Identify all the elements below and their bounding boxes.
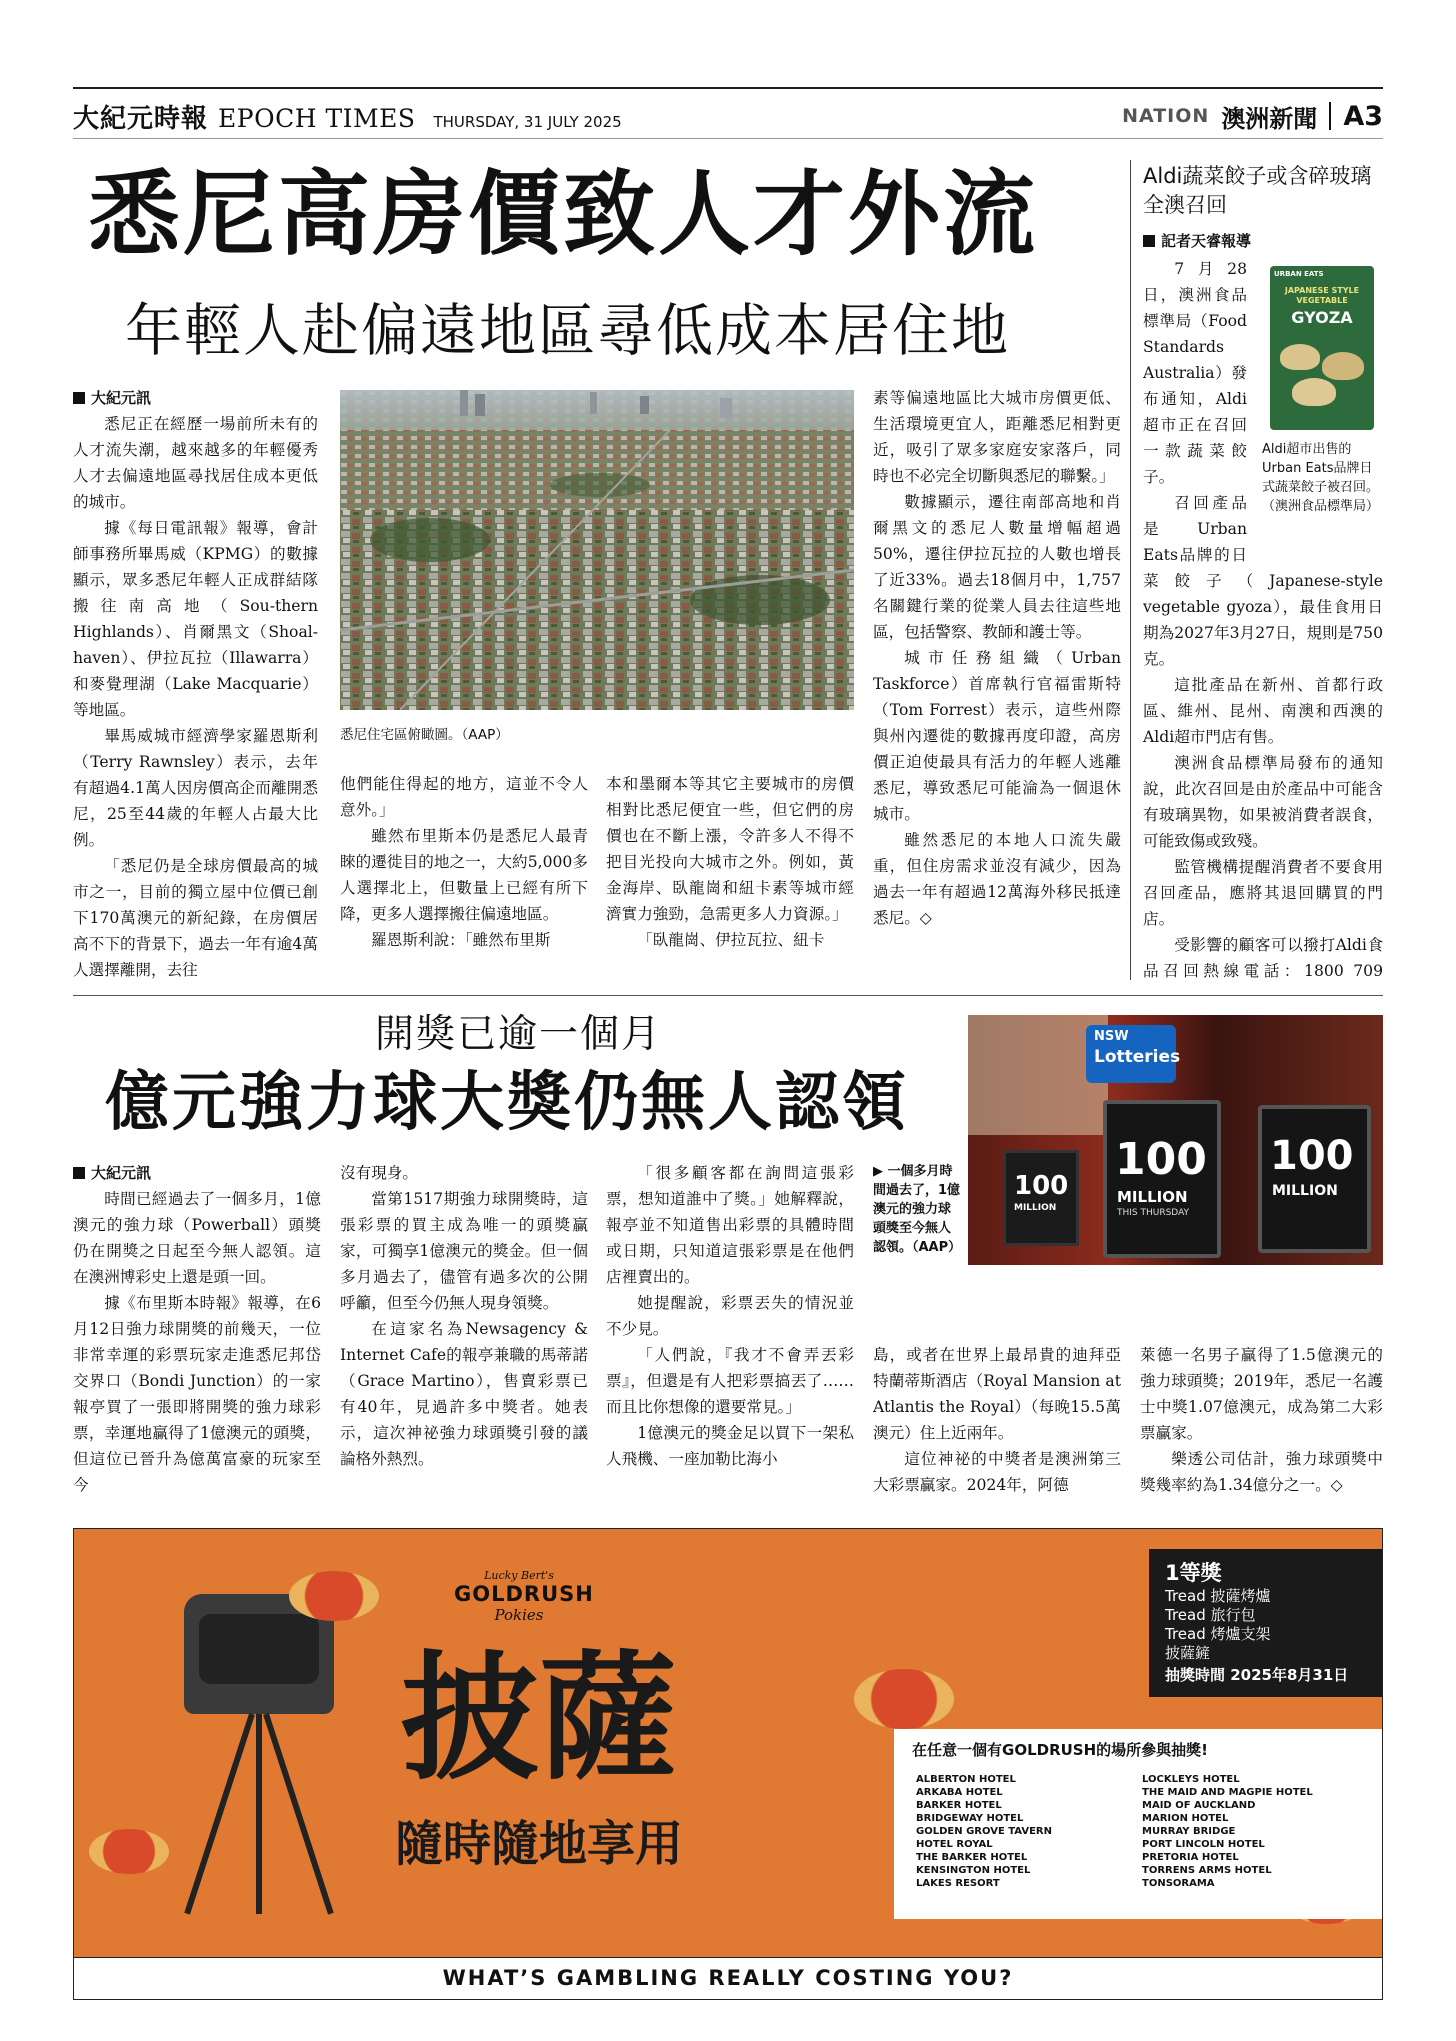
sidebar-byline: [1143, 228, 1383, 254]
venues-list-right: [1142, 1773, 1372, 1890]
logo-sub: Pokies: [494, 1606, 544, 1624]
venue-item: BRIDGEWAY HOTEL: [916, 1813, 1024, 1824]
venue-item: PRETORIA HOTEL: [1142, 1852, 1239, 1863]
masthead-top-rule: [73, 87, 1383, 89]
tripod-leg-right: [263, 1713, 334, 1915]
venue-item: TONSORAMA: [1142, 1878, 1215, 1889]
paragraph: 她提醒說，彩票丟失的情況並不少見。: [606, 1294, 854, 1338]
ad-tagline: WHAT’S GAMBLING REALLY COSTING YOU?: [442, 1966, 1014, 1990]
section-divider: [1329, 102, 1331, 130]
paragraph: 雖然悉尼的本地人口流失嚴重，但住房需求並沒有減少，因為過去一年有超過12萬海外移民抵達悉尼。◇: [873, 831, 1121, 927]
story1-byline: [73, 385, 318, 411]
paragraph: 數據顯示，遷往南部高地和肖爾黑文的悉尼人數量增幅超過50%，遷往伊拉瓦拉的人數也增長了近33%。過去18個月中，1,757名關鍵行業的從業人員去往這些地區，包括警察、教師和護士等。: [873, 493, 1121, 641]
venue-item: THE MAID AND MAGPIE HOTEL: [1142, 1787, 1313, 1798]
paragraph: 監管機構提醒消費者不要食用召回產品，應將其退回購買的門店。: [1143, 858, 1383, 928]
paragraph: 本和墨爾本等其它主要城市的房價相對比悉尼便宜一些，但它們的房價也在不斷上漲，令許多人不得不把目光投向大城市之外。例如，黃金海岸、臥龍崗和紐卡素等城市經濟實力強勁，急需更多人力資源。」: [606, 775, 854, 923]
draw-date: 抽獎時間 2025年8月31日: [1165, 1666, 1349, 1684]
pizza-icon: [89, 1829, 169, 1874]
masthead-bottom-rule: [73, 138, 1383, 139]
paragraph: 羅恩斯利說：「雖然布里斯: [371, 931, 551, 949]
story1-col3: [606, 771, 854, 981]
paragraph: 當第1517期強力球開獎時，這張彩票的買主成為唯一的頭獎贏家，可獨享1億澳元的獎金。但一個多月過去了，儘管有過多次的公開呼籲，但至今仍無人現身領獎。: [340, 1190, 588, 1312]
paragraph: 城市任務組織（Urban Taskforce）首席執行官福雷斯特（Tom Forrest）表示，這些州際與州內遷徙的數據再度印證，高房價正迫使最具有活力的年輕人逃離悉尼，導致悉尼可能淪為一個退休城市。: [873, 649, 1121, 823]
section-en: NATION: [1122, 105, 1210, 127]
lotteries-logo-line1: NSW: [1094, 1029, 1129, 1044]
paragraph: 「悉尼仍是全球房價最高的城市之一，目前的獨立屋中位價已創下170萬澳元的新紀錄，在房價居高不下的背景下，過去一年有逾4萬人選擇離開，去往: [73, 857, 318, 979]
prize-item: 披薩鏟: [1165, 1644, 1211, 1662]
venue-item: PORT LINCOLN HOTEL: [1142, 1839, 1265, 1850]
venue-item: ALBERTON HOTEL: [916, 1774, 1016, 1785]
package-label2: GYOZA: [1291, 308, 1353, 327]
jackpot-screen-left: [1003, 1150, 1079, 1246]
goldrush-logo: [454, 1569, 594, 1624]
screen-amount: 100: [1270, 1133, 1354, 1179]
paragraph: 「很多顧客都在詢問這張彩票，想知道誰中了獎。」她解釋說，報亭並不知道售出彩票的具體時間或日期，只知道這張彩票是在他們店裡賣出的。: [606, 1164, 854, 1286]
story2-col1: [73, 1160, 321, 1500]
venue-item: TORRENS ARMS HOTEL: [1142, 1865, 1272, 1876]
story2-col4: [873, 1342, 1121, 1502]
paragraph: 樂透公司估計，強力球頭獎中獎幾率約為1.34億分之一。◇: [1140, 1450, 1383, 1494]
sidebar-col-wide: [1143, 568, 1383, 983]
paragraph: 受影響的顧客可以撥打Aldi食品召回熱線電話：1800 709: [1143, 936, 1383, 980]
screen-this-thursday: THIS THURSDAY: [1117, 1208, 1190, 1218]
screen-million: MILLION: [1014, 1203, 1057, 1213]
section-header: [1122, 98, 1383, 134]
page-number: A3: [1343, 100, 1383, 132]
tripod-leg-center: [256, 1714, 262, 1914]
story2-col3: [606, 1160, 854, 1500]
paragraph: 召回產品是Urban Eats品牌的日: [1143, 494, 1247, 564]
venue-item: THE BARKER HOTEL: [916, 1852, 1028, 1863]
lotteries-sign: [1086, 1025, 1181, 1083]
venue-item: ARKABA HOTEL: [916, 1787, 1003, 1798]
story1-subhead: 年輕人赴偏遠地區尋低成本居住地: [125, 298, 1010, 364]
screen-amount: 100: [1115, 1134, 1207, 1185]
byline-square: [73, 1167, 85, 1179]
pizza-icon: [854, 1669, 954, 1729]
byline-square: [1143, 235, 1155, 247]
prize-item: Tread 披薩烤爐: [1165, 1587, 1271, 1605]
lotteries-logo-line2: Lotteries: [1094, 1047, 1181, 1067]
logo-top: Lucky Bert's: [484, 1569, 554, 1582]
byline-text: 記者天睿報導: [1161, 232, 1252, 250]
paragraph: 7月28日，澳洲食品標準局（Food Standards Australia）發布通知，Aldi超市正在召回一款蔬菜餃子。: [1143, 260, 1247, 486]
story1-col4: [873, 385, 1121, 980]
ad-subtitle: 隨時隨地享用: [394, 1816, 683, 1872]
jackpot-screen-right: [1258, 1105, 1371, 1253]
story-divider: [73, 995, 1383, 996]
paragraph: 悉尼正在經歷一場前所未有的人才流失潮，越來越多的年輕優秀人才去偏遠地區尋找居住成本更低的城市。: [73, 415, 318, 511]
story1-photo-caption: 悉尼住宅區俯瞰圖。（AAP）: [340, 727, 509, 743]
paragraph: 時間已經過去了一個多月，1億澳元的強力球（Powerball）頭獎仍在開獎之日起至今無人認領。這在澳洲博彩史上還是頭一回。: [73, 1190, 321, 1286]
masthead-logo: [73, 98, 622, 134]
paragraph: 萊德一名男子贏得了1.5億澳元的強力球頭獎；2019年，悉尼一名護士中獎1.07億澳元，成為第二大彩票贏家。: [1140, 1346, 1383, 1442]
prize-item: Tread 旅行包: [1165, 1606, 1256, 1624]
venue-item: GOLDEN GROVE TAVERN: [916, 1826, 1053, 1837]
paragraph: 1億澳元的獎金足以買下一架私人飛機、一座加勒比海小: [606, 1424, 854, 1468]
venues-title: 在任意一個有GOLDRUSH的場所參與抽獎!: [912, 1741, 1209, 1759]
screen-million: MILLION: [1117, 1188, 1188, 1206]
screen-million: MILLION: [1272, 1183, 1338, 1199]
section-cn: 澳洲新聞: [1221, 104, 1318, 133]
sydney-aerial-photo: [340, 390, 854, 710]
venue-item: MAID OF AUCKLAND: [1142, 1800, 1256, 1811]
story2-byline: [73, 1160, 321, 1186]
prize-title: 1等獎: [1165, 1561, 1222, 1585]
tripod-leg-left: [184, 1713, 255, 1915]
dumpling-2: [1322, 352, 1364, 380]
paragraph: 澳洲食品標準局發布的通知說，此次召回是由於產品中可能含有玻璃異物，如果被消費者誤食，可能致傷或致殘。: [1143, 754, 1383, 850]
paragraph: 在這家名為Newsagency & Internet Cafe的報亭兼職的馬蒂諾（Grace Martino），售賣彩票已有40年，見過許多中獎者。她表示，這次神祕強力球頭獎引發的議論格外熱烈。: [340, 1320, 588, 1468]
venue-item: MARION HOTEL: [1142, 1813, 1229, 1824]
paragraph: 畢馬威城市經濟學家羅恩斯利（Terry Rawnsley）表示，去年有超過4.1萬人因房價高企而離開悉尼，25至44歲的年輕人占最大比例。: [73, 727, 318, 849]
dumpling-1: [1280, 344, 1320, 370]
sidebar-divider: [1130, 160, 1131, 980]
story2-col5: [1140, 1342, 1383, 1502]
story2-headline: 億元強力球大獎仍無人認領: [105, 1066, 909, 1140]
dumpling-3: [1292, 378, 1336, 406]
venues-box: [894, 1729, 1383, 1919]
venue-item: BARKER HOTEL: [916, 1800, 1002, 1811]
gyoza-product-photo: [1262, 262, 1383, 434]
story2-photo-caption: [873, 1162, 963, 1257]
paragraph: 這位神祕的中獎者是澳洲第三大彩票贏家。2024年，阿德: [873, 1450, 1121, 1494]
lottery-photo: [968, 1015, 1383, 1265]
story1-headline: 悉尼高房價致人才外流: [88, 161, 1039, 268]
story2-kicker: 開獎已逾一個月: [375, 1012, 663, 1057]
sidebar-headline: Aldi蔬菜餃子或含碎玻璃 全澳召回: [1143, 164, 1372, 217]
paragraph: 島，或者在世界上最昂貴的迪拜亞特蘭蒂斯酒店（Royal Mansion at Atlantis the Royal）（每晚15.5萬澳元）住上近兩年。: [873, 1346, 1121, 1442]
story1-col2: [340, 771, 588, 981]
goldrush-ad[interactable]: [73, 1528, 1383, 1958]
story1-col1: [73, 385, 318, 980]
venue-item: LAKES RESORT: [916, 1878, 1000, 1889]
paragraph: 雖然布里斯本仍是悉尼人最青睞的遷徙目的地之一，大約5,000多人選擇北上，但數量上已經有所下降，更多人選擇搬往偏遠地區。: [340, 827, 588, 923]
paragraph: 沒有現身。: [340, 1164, 418, 1182]
paragraph: 「人們說，『我才不會弄丟彩票』，但還是有人把彩票搞丟了……而且比你想像的還要常見。」: [606, 1346, 854, 1416]
story2-col2: [340, 1160, 588, 1500]
byline-text: 大紀元訊: [91, 1164, 152, 1182]
paragraph: 這批產品在新州、首都行政區、維州、昆州、南澳和西澳的Aldi超市門店有售。: [1143, 676, 1383, 746]
venue-item: LOCKLEYS HOTEL: [1142, 1774, 1240, 1785]
venues-list-left: [916, 1773, 1136, 1890]
screen-amount: 100: [1014, 1171, 1069, 1201]
paragraph: 菜餃子（Japanese-style vegetable gyoza），最佳食用日期為2027年3月27日，規則是750克。: [1143, 572, 1383, 668]
package-label1: JAPANESE STYLE VEGETABLE: [1284, 286, 1360, 305]
package-brand: URBAN EATS: [1274, 270, 1324, 278]
sidebar-photo-caption: Aldi超市出售的Urban Eats品牌日式蔬菜餃子被召回。（澳洲食品標準局）: [1262, 442, 1380, 514]
venue-item: KENSINGTON HOTEL: [916, 1865, 1031, 1876]
venue-item: MURRAY BRIDGE: [1142, 1826, 1236, 1837]
logo-cn: 大紀元時報: [73, 104, 209, 134]
pizza-icon: [289, 1571, 379, 1621]
ad-tagline-bar: [73, 1958, 1383, 2000]
paragraph: 據《每日電訊報》報導，會計師事務所畢馬威（KPMG）的數據顯示，眾多悉尼年輕人正成群結隊搬往南高地（Sou-thern Highlands）、肖爾黑文（Shoal-haven）、伊拉瓦拉（Illawarra）和麥覺理湖（Lake Macquarie）等地區。: [73, 519, 318, 719]
issue-date: THURSDAY, 31 JULY 2025: [433, 113, 622, 131]
prize-item: Tread 烤爐支架: [1165, 1625, 1271, 1643]
caption-text: 一個多月時間過去了，1億澳元的強力球頭獎至今無人認領。（AAP）: [873, 1164, 962, 1255]
byline-text: 大紀元訊: [91, 389, 152, 407]
sidebar-col-narrow: [1143, 256, 1247, 568]
paragraph: 素等偏遠地區比大城市房價更低、生活環境更宜人，距離悉尼相對更近，吸引了眾多家庭安家落戶，同時也不必完全切斷與悉尼的聯繫。」: [873, 389, 1121, 485]
jackpot-screen-center: [1103, 1100, 1221, 1258]
paragraph: 他們能住得起的地方，這並不令人意外。」: [340, 775, 588, 819]
paragraph: 據《布里斯本時報》報導，在6月12日強力球開獎的前幾天，一位非常幸運的彩票玩家走進悉尼邦岱交界口（Bondi Junction）的一家報亭買了一張即將開獎的強力球彩票，幸運地贏得了1億澳元的頭獎，但這位已晉升為億萬富豪的玩家至今: [73, 1294, 321, 1494]
ad-title: 披薩: [400, 1638, 677, 1799]
aerial-photo-svg: [340, 390, 854, 710]
logo-main: GOLDRUSH: [454, 1582, 594, 1606]
oven-door: [199, 1614, 319, 1684]
prize-box: [1149, 1549, 1383, 1697]
caption-arrow-icon: ▶: [873, 1164, 888, 1179]
venue-item: HOTEL ROYAL: [916, 1839, 993, 1850]
paragraph: 「臥龍崗、伊拉瓦拉、紐卡: [637, 931, 825, 949]
byline-square: [73, 392, 85, 404]
logo-en: EPOCH TIMES: [218, 104, 416, 133]
gyoza-package: [1270, 266, 1374, 430]
pizza-oven-illustration: [174, 1594, 344, 1924]
